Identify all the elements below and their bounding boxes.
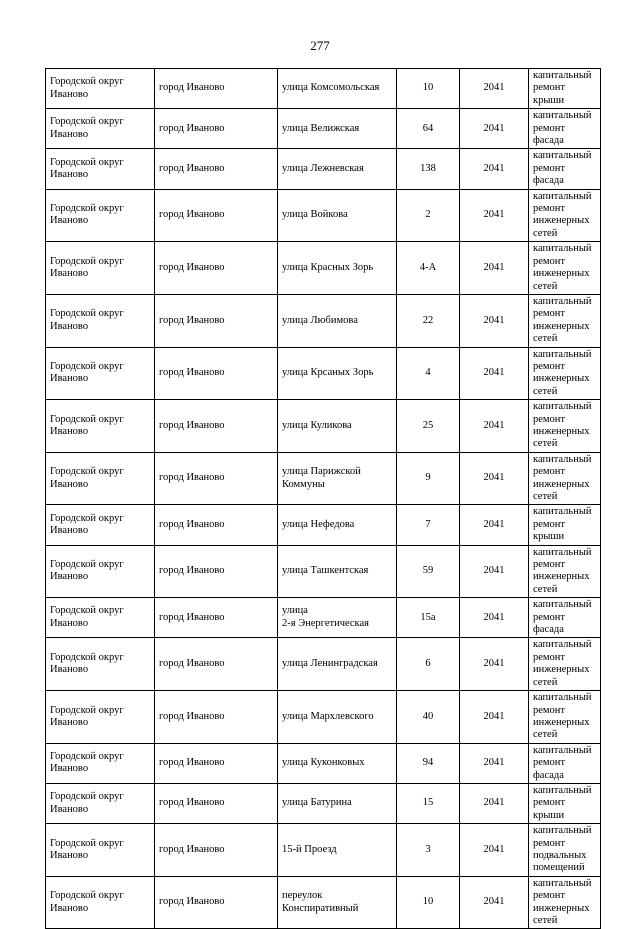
table-row (46, 783, 601, 823)
house-number-cell (397, 824, 460, 877)
repair-year-cell (460, 400, 529, 453)
repair-year-cell (460, 189, 529, 242)
work-type-cell (529, 638, 601, 691)
house-number-cell (397, 743, 460, 783)
work-type-cell (529, 452, 601, 505)
settlement-cell (155, 824, 278, 877)
settlement-cell-text: город Иваново (159, 797, 225, 809)
work-type-cell-text: капитальный ремонт инженерных сетей (533, 401, 592, 450)
repair-year-cell-text: 2041 (483, 611, 505, 623)
street-cell (278, 876, 397, 929)
settlement-cell (155, 347, 278, 400)
work-type-cell (529, 294, 601, 347)
settlement-cell-text: город Иваново (159, 843, 225, 855)
settlement-cell (155, 743, 278, 783)
settlement-cell-text: город Иваново (159, 757, 225, 769)
municipal-district-cell-text: Городской округ Иваново (50, 512, 124, 537)
work-type-cell (529, 69, 601, 109)
work-type-cell-text: капитальный ремонт инженерных сетей (533, 295, 592, 345)
work-type-cell-text: капитальный ремонт подвальных помещений (533, 825, 592, 874)
repair-year-cell-text: 2041 (483, 710, 505, 722)
street-cell-text: улица Лежневская (282, 162, 364, 174)
house-number-cell-text: 2 (425, 209, 431, 221)
settlement-cell-text: город Иваново (159, 419, 225, 431)
work-type-cell (529, 545, 601, 598)
municipal-district-cell-text: Городской округ Иваново (50, 466, 124, 490)
house-number-cell-text: 9 (425, 472, 431, 484)
settlement-cell (155, 294, 278, 347)
repair-year-cell-text: 2041 (483, 314, 505, 326)
work-type-cell (529, 347, 601, 400)
house-number-cell-text: 59 (422, 565, 434, 577)
house-number-cell (397, 598, 460, 638)
table-row (46, 69, 601, 109)
table-row (46, 242, 601, 295)
work-type-cell (529, 189, 601, 242)
repair-year-cell-text: 2041 (483, 518, 505, 530)
work-type-cell-text: капитальный ремонт крыши (533, 784, 592, 821)
work-type-cell-text: капитальный ремонт фасада (533, 110, 592, 147)
work-type-cell (529, 598, 601, 638)
municipal-district-cell (46, 69, 155, 109)
settlement-cell-text: город Иваново (159, 658, 225, 670)
settlement-cell-text: город Иваново (159, 82, 225, 94)
house-number-cell (397, 691, 460, 744)
house-number-cell-text: 3 (425, 843, 431, 855)
house-number-cell (397, 149, 460, 189)
repair-year-cell-text: 2041 (483, 419, 505, 431)
house-number-cell (397, 109, 460, 149)
municipal-district-cell (46, 400, 155, 453)
table-row (46, 876, 601, 929)
municipal-district-cell-text: Городской округ Иваново (50, 704, 124, 728)
repair-year-cell-text: 2041 (483, 472, 505, 484)
municipal-district-cell-text: Городской округ Иваново (50, 791, 124, 815)
house-number-cell-text: 64 (422, 122, 434, 134)
house-number-cell (397, 189, 460, 242)
settlement-cell-text: город Иваново (159, 314, 225, 326)
repair-year-cell (460, 876, 529, 929)
street-cell-text: улица Куконковых (282, 757, 365, 769)
municipal-district-cell (46, 189, 155, 242)
repair-year-cell (460, 783, 529, 823)
table-row (46, 824, 601, 877)
street-cell (278, 743, 397, 783)
municipal-district-cell-text: Городской округ Иваново (50, 360, 124, 385)
repair-year-cell (460, 824, 529, 877)
municipal-district-cell-text: Городской округ Иваново (50, 750, 124, 775)
settlement-cell-text: город Иваново (159, 367, 225, 379)
municipal-district-cell (46, 743, 155, 783)
street-cell-text: улица Велижская (282, 122, 360, 134)
repair-year-cell-text: 2041 (483, 843, 505, 855)
municipal-district-cell (46, 876, 155, 929)
page-number: 277 (310, 38, 330, 53)
municipal-district-cell-text: Городской округ Иваново (50, 890, 124, 914)
work-type-cell (529, 149, 601, 189)
settlement-cell (155, 876, 278, 929)
street-cell (278, 783, 397, 823)
work-type-cell (529, 109, 601, 149)
repair-year-cell-text: 2041 (483, 565, 505, 577)
settlement-cell (155, 691, 278, 744)
work-type-cell-text: капитальный ремонт инженерных сетей (533, 546, 592, 595)
municipal-district-cell (46, 783, 155, 823)
settlement-cell (155, 189, 278, 242)
settlement-cell (155, 638, 278, 691)
repair-year-cell (460, 638, 529, 691)
repair-year-cell (460, 347, 529, 400)
repair-year-cell (460, 545, 529, 598)
street-cell-text: улица Комсомольская (282, 82, 380, 94)
municipal-district-cell (46, 545, 155, 598)
house-number-cell-text: 138 (420, 162, 436, 174)
municipal-district-cell (46, 505, 155, 545)
repair-year-cell (460, 242, 529, 295)
settlement-cell-text: город Иваново (159, 565, 225, 577)
settlement-cell (155, 242, 278, 295)
street-cell-text: улица Крсаных Зорь (282, 367, 374, 379)
settlement-cell (155, 598, 278, 638)
street-cell (278, 347, 397, 400)
house-number-cell-text: 4-А (419, 261, 437, 273)
municipal-district-cell (46, 109, 155, 149)
work-type-cell (529, 400, 601, 453)
municipal-district-cell-text: Городской округ Иваново (50, 156, 124, 181)
work-type-cell-text: капитальный ремонт инженерных сетей (533, 453, 592, 502)
repair-year-cell (460, 505, 529, 545)
repair-year-cell-text: 2041 (483, 162, 505, 174)
work-type-cell-text: капитальный ремонт фасада (533, 744, 592, 781)
street-cell (278, 400, 397, 453)
municipal-district-cell-text: Городской округ Иваново (50, 605, 124, 629)
municipal-district-cell-text: Городской округ Иваново (50, 203, 124, 227)
house-number-cell-text: 4 (425, 367, 431, 379)
house-number-cell-text: 10 (422, 896, 434, 908)
settlement-cell (155, 452, 278, 505)
settlement-cell (155, 69, 278, 109)
municipal-district-cell-text: Городской округ Иваново (50, 308, 124, 332)
street-cell (278, 69, 397, 109)
street-cell-text: улица Войкова (282, 209, 348, 221)
house-number-cell-text: 7 (425, 518, 431, 530)
street-cell (278, 242, 397, 295)
settlement-cell (155, 783, 278, 823)
street-cell (278, 691, 397, 744)
settlement-cell-text: город Иваново (159, 896, 225, 908)
municipal-district-cell-text: Городской округ Иваново (50, 76, 124, 100)
settlement-cell-text: город Иваново (159, 518, 225, 530)
house-number-cell (397, 400, 460, 453)
settlement-cell-text: город Иваново (159, 611, 225, 623)
table-row (46, 149, 601, 189)
municipal-district-cell (46, 149, 155, 189)
repair-year-cell (460, 452, 529, 505)
table-row (46, 400, 601, 453)
house-number-cell-text: 22 (422, 314, 434, 326)
street-cell (278, 109, 397, 149)
house-number-cell (397, 876, 460, 929)
house-number-cell (397, 347, 460, 400)
table-row (46, 109, 601, 149)
street-cell-text: улица Любимова (282, 314, 358, 326)
street-cell (278, 189, 397, 242)
table-row (46, 691, 601, 744)
street-cell (278, 638, 397, 691)
repair-year-cell-text: 2041 (483, 122, 505, 134)
street-cell (278, 598, 397, 638)
street-cell-text: улица Куликова (282, 419, 352, 431)
repair-schedule-table (45, 68, 601, 929)
repair-year-cell (460, 69, 529, 109)
municipal-district-cell (46, 598, 155, 638)
municipal-district-cell-text: Городской округ Иваново (50, 837, 124, 861)
work-type-cell (529, 783, 601, 823)
settlement-cell-text: город Иваново (159, 162, 225, 174)
settlement-cell (155, 505, 278, 545)
street-cell (278, 505, 397, 545)
municipal-district-cell (46, 824, 155, 877)
municipal-district-cell (46, 347, 155, 400)
house-number-cell-text: 6 (425, 658, 431, 670)
table-row (46, 638, 601, 691)
settlement-cell-text: город Иваново (159, 710, 225, 722)
work-type-cell-text: капитальный ремонт крыши (533, 70, 592, 106)
work-type-cell (529, 743, 601, 783)
work-type-cell-text: капитальный ремонт фасада (533, 599, 592, 636)
house-number-cell (397, 452, 460, 505)
repair-year-cell-text: 2041 (483, 82, 505, 94)
repair-year-cell (460, 743, 529, 783)
settlement-cell-text: город Иваново (159, 472, 225, 484)
repair-year-cell (460, 149, 529, 189)
settlement-cell (155, 109, 278, 149)
municipal-district-cell-text: Городской округ Иваново (50, 651, 124, 676)
repair-year-cell (460, 294, 529, 347)
repair-year-cell-text: 2041 (483, 367, 505, 379)
house-number-cell (397, 294, 460, 347)
repair-year-cell-text: 2041 (483, 261, 505, 273)
work-type-cell-text: капитальный ремонт инженерных сетей (533, 692, 592, 741)
table-row (46, 347, 601, 400)
street-cell-text: 15-й Проезд (282, 843, 337, 855)
house-number-cell (397, 69, 460, 109)
repair-year-cell (460, 691, 529, 744)
repair-year-cell-text: 2041 (483, 209, 505, 221)
work-type-cell (529, 505, 601, 545)
house-number-cell (397, 545, 460, 598)
municipal-district-cell-text: Городской округ Иваново (50, 559, 124, 583)
house-number-cell-text: 25 (422, 419, 434, 431)
work-type-cell-text: капитальный ремонт инженерных сетей (533, 190, 592, 239)
repair-year-cell-text: 2041 (483, 658, 505, 670)
work-type-cell-text: капитальный ремонт инженерных сетей (533, 348, 592, 397)
municipal-district-cell (46, 452, 155, 505)
table-row (46, 598, 601, 638)
municipal-district-cell (46, 691, 155, 744)
repair-year-cell-text: 2041 (483, 896, 505, 908)
table-row (46, 189, 601, 242)
table-row (46, 743, 601, 783)
street-cell (278, 294, 397, 347)
street-cell (278, 545, 397, 598)
settlement-cell-text: город Иваново (159, 209, 225, 221)
street-cell-text: улица 2-я Энергетическая (282, 605, 369, 629)
street-cell-text: улица Батурина (282, 797, 352, 809)
repair-year-cell-text: 2041 (483, 797, 505, 809)
municipal-district-cell-text: Городской округ Иваново (50, 413, 124, 437)
street-cell-text: улица Мархлевского (282, 710, 374, 722)
work-type-cell (529, 691, 601, 744)
municipal-district-cell (46, 294, 155, 347)
street-cell-text: улица Ленинградская (282, 658, 378, 670)
municipal-district-cell (46, 242, 155, 295)
house-number-cell-text: 15 (422, 797, 434, 809)
work-type-cell-text: капитальный ремонт инженерных сетей (533, 877, 592, 926)
settlement-cell-text: город Иваново (159, 122, 225, 134)
house-number-cell (397, 242, 460, 295)
house-number-cell (397, 505, 460, 545)
municipal-district-cell (46, 638, 155, 691)
table-body (46, 69, 601, 929)
street-cell-text: переулок Конспиративный (282, 890, 359, 914)
repair-year-cell-text: 2041 (483, 757, 505, 769)
table-row (46, 505, 601, 545)
street-cell (278, 149, 397, 189)
settlement-cell (155, 400, 278, 453)
work-type-cell (529, 876, 601, 929)
street-cell (278, 824, 397, 877)
work-type-cell-text: капитальный ремонт фасада (533, 150, 592, 187)
work-type-cell-text: капитальный ремонт крыши (533, 506, 592, 543)
municipal-district-cell-text: Городской округ Иваново (50, 116, 124, 140)
work-type-cell (529, 824, 601, 877)
house-number-cell (397, 783, 460, 823)
repair-year-cell (460, 109, 529, 149)
table-row (46, 294, 601, 347)
street-cell-text: улица Нефедова (282, 518, 355, 530)
street-cell-text: улица Парижской Коммуны (282, 466, 361, 490)
settlement-cell (155, 149, 278, 189)
house-number-cell-text: 94 (422, 757, 434, 769)
street-cell-text: улица Ташкентская (282, 565, 369, 577)
table-row (46, 545, 601, 598)
municipal-district-cell-text: Городской округ Иваново (50, 255, 124, 280)
repair-year-cell (460, 598, 529, 638)
street-cell-text: улица Красных Зорь (282, 261, 374, 273)
work-type-cell-text: капитальный ремонт инженерных сетей (533, 243, 592, 292)
house-number-cell-text: 10 (422, 82, 434, 94)
settlement-cell (155, 545, 278, 598)
house-number-cell-text: 15а (420, 611, 436, 623)
table-row (46, 452, 601, 505)
settlement-cell-text: город Иваново (159, 261, 225, 273)
work-type-cell (529, 242, 601, 295)
house-number-cell (397, 638, 460, 691)
street-cell (278, 452, 397, 505)
house-number-cell-text: 40 (422, 710, 434, 722)
work-type-cell-text: капитальный ремонт инженерных сетей (533, 639, 592, 688)
